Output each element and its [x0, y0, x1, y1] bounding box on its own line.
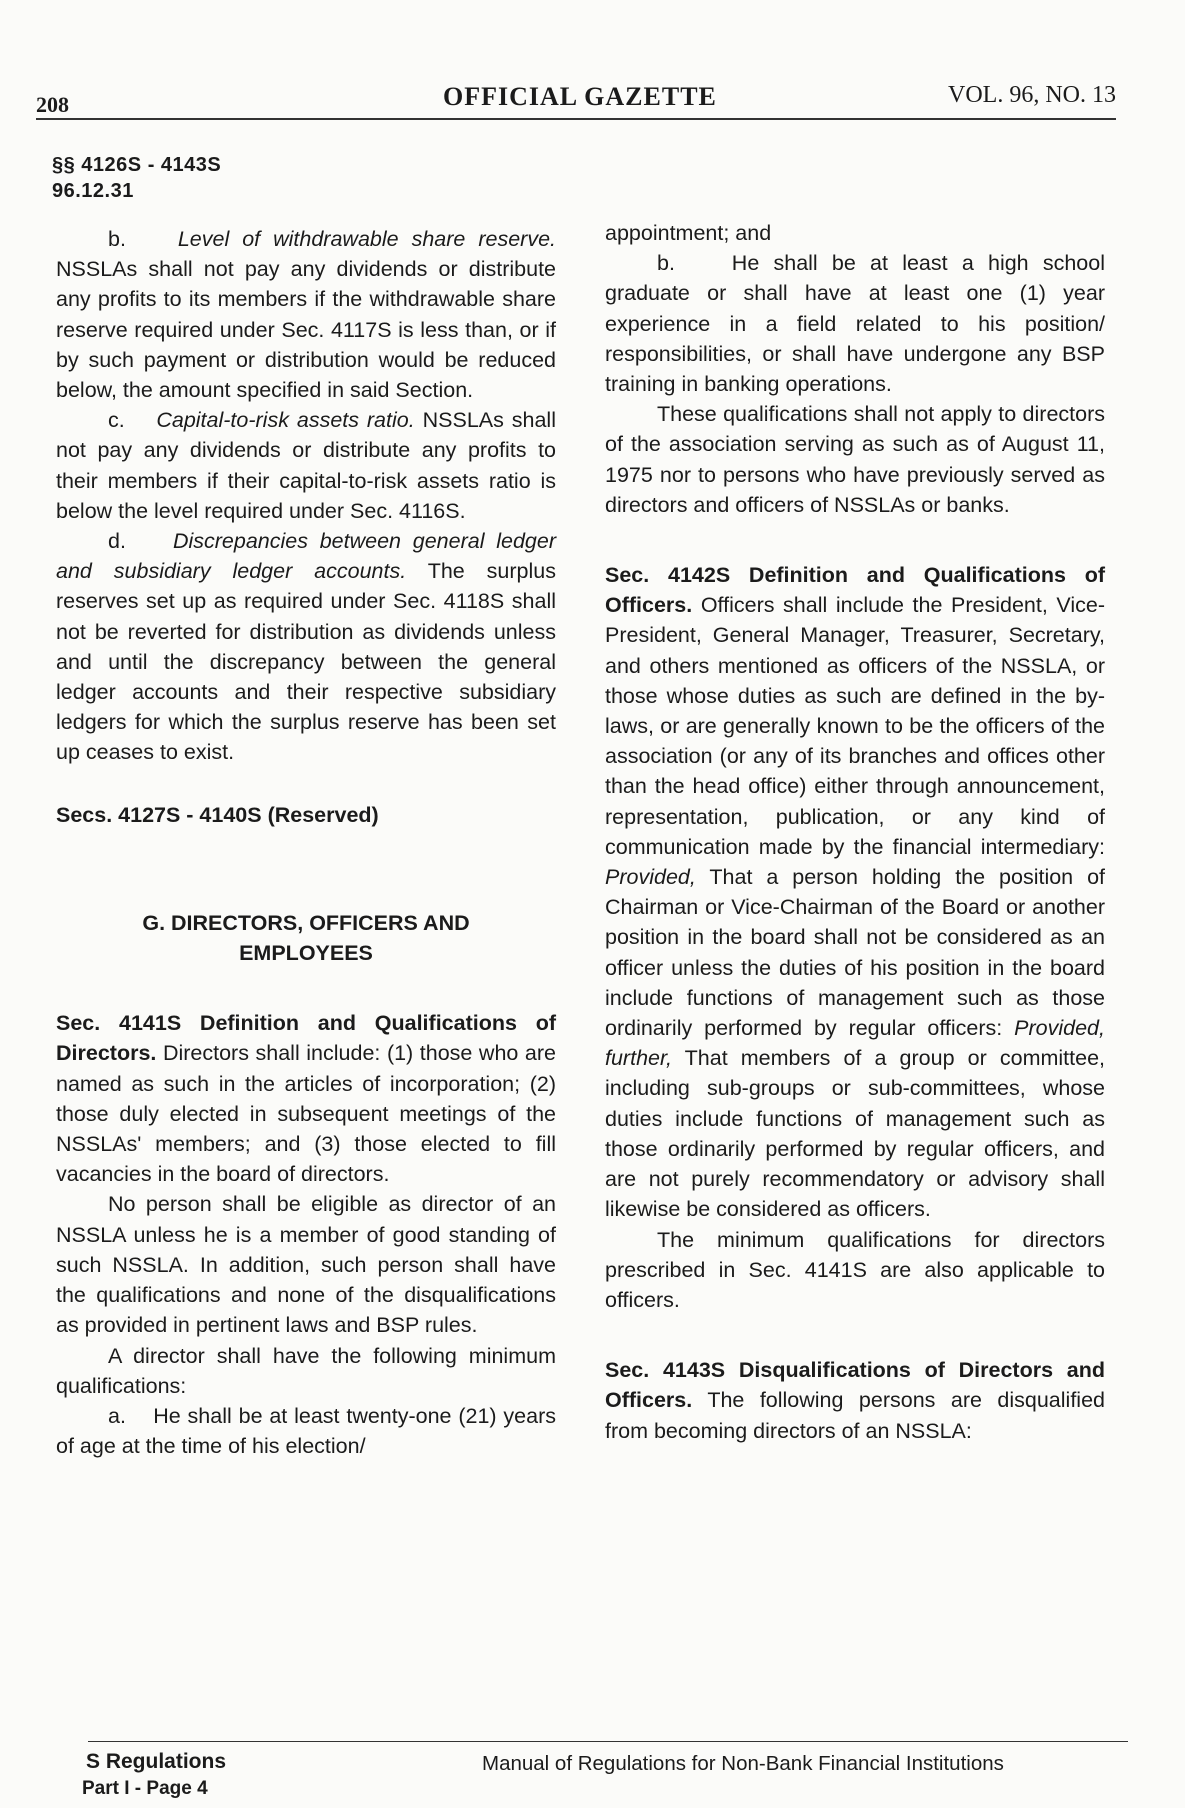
item-c-label: c.	[108, 408, 125, 433]
provided-1: Provided,	[605, 865, 696, 890]
footer-regulations-label: S Regulations	[86, 1750, 227, 1773]
eligibility-paragraph: No person shall be eligible as director of an NSSLA unless he is a member of good standing of such NSSLA. In addition, such person shall have the qualifications and none of the disqualifications as provided in pertinent laws and BSP rules.	[56, 1192, 556, 1338]
sec-4141s	[56, 1008, 556, 1189]
qualification-b-text: He shall be at least a high school graduate or shall have at least one (1) year experience in a field related to his position/ responsibilities, or shall have undergone any BSP training in banking operations.	[605, 251, 1105, 397]
left-column	[56, 224, 556, 1461]
item-b-withdrawable-reserve	[56, 224, 556, 405]
section-date: 96.12.31	[52, 180, 134, 202]
sec-4142s-title: Sec. 4142S Definition and Qualifications of Officers.	[605, 563, 1105, 618]
item-d-discrepancies	[56, 526, 556, 768]
item-b-label: b.	[108, 227, 126, 251]
sec-4142s-text-3: That members of a group or committee, including sub-groups or sub-committees, whose duties include functions of management such as those ordinarily performed by regular officers, and are not purely recommendatory or advisory shall likewise be considered as officers.	[605, 1046, 1105, 1222]
provided-2: Provided, further,	[605, 1016, 1105, 1071]
item-c-title: Capital-to-risk assets ratio.	[156, 408, 415, 433]
qualification-a	[56, 1401, 556, 1461]
footer-page-label: Part I - Page 4	[82, 1778, 208, 1799]
min-qualifications-officers: The minimum qualifications for directors prescribed in Sec. 4141S are also applicable to officers.	[605, 1227, 1105, 1312]
volume-number: VOL. 96, NO. 13	[948, 82, 1116, 108]
sec-4143s	[605, 1355, 1105, 1446]
sec-4141s-text: Directors shall include: (1) those who are named as such in the articles of incorporation; (2) those duly elected in subsequent meetings of the NSSLAs' members; and (3) those elected to fill vacancies in the board of directors.	[56, 1041, 556, 1187]
sec-4142s	[605, 560, 1105, 1224]
item-d-label: d.	[108, 529, 126, 554]
not-apply-paragraph: These qualifications shall not apply to directors of the association serving as such as of August 11, 1975 nor to persons who have previously served as directors and officers of NSSLAs or banks.	[605, 402, 1105, 517]
sec-4141s-title: Sec. 4141S Definition and Qualifications of Directors.	[56, 1011, 556, 1066]
part-heading-line2: EMPLOYEES	[239, 941, 373, 966]
sec-4142s-text-1: Officers shall include the President, Vice-President, General Manager, Treasurer, Secretary, and others mentioned as officers of the NSSLA, or those whose duties as such are defined in the by-laws, or are generally known to be the officers of the association (or any of its branches and offices other than the head office) either through announcement, representation, publication, or any kind of communication made by the financial intermediary:	[605, 593, 1105, 859]
page-header	[36, 78, 1116, 120]
qualification-a-label: a.	[108, 1403, 126, 1428]
qualification-b-label: b.	[657, 251, 675, 276]
part-heading	[56, 908, 556, 968]
section-reference	[52, 152, 221, 204]
section-range: §§ 4126S - 4143S	[52, 154, 222, 176]
item-b-text: NSSLAs shall not pay any dividends or distribute any profits to its members if the withdrawable share reserve required under Sec. 4117S is less than, or if by such payment or distribution would be reduced below, the amount specified in said Section.	[56, 257, 556, 403]
item-d-text: The surplus reserves set up as required under Sec. 4118S shall not be reverted for distribution as dividends unless and until the discrepancy between the general ledger accounts and their respective subsidiary ledgers for which the surplus reserve has been set up ceases to exist.	[56, 559, 556, 765]
item-d-title: Discrepancies between general ledger and subsidiary ledger accounts.	[56, 529, 556, 584]
sec-4142s-text-2: That a person holding the position of Chairman or Vice-Chairman of the Board or another position in the board shall not be considered as an officer unless the duties of his position in the board include functions of management such as those ordinarily performed by regular officers:	[605, 865, 1105, 1041]
qualification-b	[605, 248, 1105, 399]
sec-4143s-title: Sec. 4143S Disqualifications of Directors and Officers.	[605, 1358, 1105, 1413]
continued-text: appointment; and	[605, 221, 772, 245]
footer-manual-title: Manual of Regulations for Non-Bank Financial Institutions	[482, 1752, 1004, 1775]
footer-rule	[88, 1741, 1128, 1742]
publication-title: OFFICIAL GAZETTE	[443, 82, 717, 111]
right-column	[605, 218, 1105, 1446]
qualification-a-text: He shall be at least twenty-one (21) years of age at the time of his election/	[56, 1403, 556, 1459]
sec-4143s-text: The following persons are disqualified from becoming directors of an NSSLA:	[605, 1388, 1105, 1443]
reserved-sections: Secs. 4127S - 4140S (Reserved)	[56, 802, 379, 827]
item-c-text: NSSLAs shall not pay any dividends or distribute any profits to their members if their capital-to-risk assets ratio is below the level required under Sec. 4116S.	[56, 408, 556, 523]
min-qualifications-paragraph: A director shall have the following minimum qualifications:	[56, 1343, 556, 1398]
part-heading-line1: G. DIRECTORS, OFFICERS AND	[142, 910, 470, 935]
item-b-title: Level of withdrawable share reserve.	[177, 227, 556, 251]
item-c-capital-ratio	[56, 405, 556, 526]
page-number: 208	[36, 92, 69, 117]
